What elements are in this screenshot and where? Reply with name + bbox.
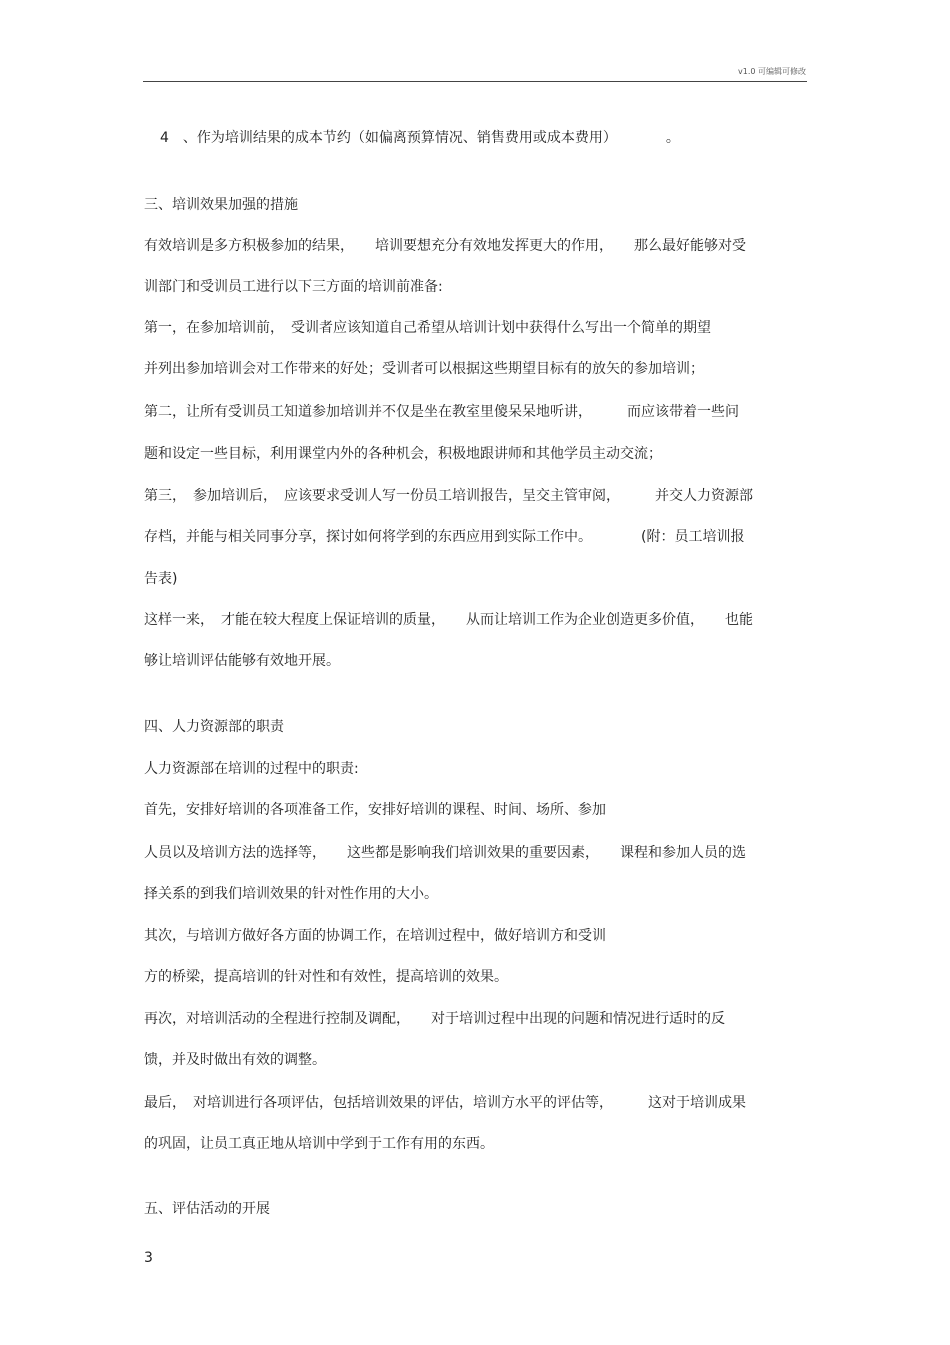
text-line: 的巩固，让员工真正地从培训中学到于工作有用的东西。 xyxy=(144,1136,494,1152)
page-number: 3 xyxy=(144,1250,153,1266)
text-line: 第二，让所有受训员工知道参加培训并不仅是坐在教室里傻呆呆地听讲， 而应该带着一些问 xyxy=(144,404,739,420)
text-line: 训部门和受训员工进行以下三方面的培训前准备: xyxy=(144,279,443,295)
text-line: 4 、作为培训结果的成本节约（如偏离预算情况、销售费用或成本费用） 。 xyxy=(160,130,680,146)
text-line: 第一，在参加培训前， 受训者应该知道自己希望从培训计划中获得什么写出一个简单的期望 xyxy=(144,320,711,336)
header-divider xyxy=(143,81,807,82)
section-heading: 五、评估活动的开展 xyxy=(144,1201,270,1217)
text-line: 告表) xyxy=(144,571,178,587)
text-line: 方的桥梁，提高培训的针对性和有效性，提高培训的效果。 xyxy=(144,969,508,985)
text-line: 人力资源部在培训的过程中的职责: xyxy=(144,761,359,777)
text-line: 择关系的到我们培训效果的针对性作用的大小。 xyxy=(144,886,438,902)
text-line: 题和设定一些目标，利用课堂内外的各种机会，积极地跟讲师和其他学员主动交流； xyxy=(144,446,662,462)
text-line: 其次，与培训方做好各方面的协调工作，在培训过程中，做好培训方和受训 xyxy=(144,928,606,944)
section-heading: 三、培训效果加强的措施 xyxy=(144,197,298,213)
text-line: 再次，对培训活动的全程进行控制及调配， 对于培训过程中出现的问题和情况进行适时的反 xyxy=(144,1011,725,1027)
header-version-note: v1.0 可编辑可修改 xyxy=(738,67,806,76)
section-heading: 四、人力资源部的职责 xyxy=(144,719,284,735)
text-line: 第三， 参加培训后， 应该要求受训人写一份员工培训报告，呈交主管审阅， 并交人力资源部 xyxy=(144,488,753,504)
text-line: 存档，并能与相关同事分享，探讨如何将学到的东西应用到实际工作中。 (附：员工培训报 xyxy=(144,529,745,545)
text-line: 首先，安排好培训的各项准备工作，安排好培训的课程、时间、场所、参加 xyxy=(144,802,606,818)
text-line: 有效培训是多方积极参加的结果， 培训要想充分有效地发挥更大的作用， 那么最好能够对受 xyxy=(144,238,746,254)
text-line: 够让培训评估能够有效地开展。 xyxy=(144,653,340,669)
text-line: 这样一来， 才能在较大程度上保证培训的质量， 从而让培训工作为企业创造更多价值， 也能 xyxy=(144,612,753,628)
text-line: 并列出参加培训会对工作带来的好处；受训者可以根据这些期望目标有的放矢的参加培训； xyxy=(144,361,704,377)
text-line: 馈，并及时做出有效的调整。 xyxy=(144,1052,326,1068)
text-line: 最后， 对培训进行各项评估，包括培训效果的评估，培训方水平的评估等， 这对于培训成果 xyxy=(144,1095,746,1111)
text-line: 人员以及培训方法的选择等， 这些都是影响我们培训效果的重要因素， 课程和参加人员的选 xyxy=(144,845,746,861)
